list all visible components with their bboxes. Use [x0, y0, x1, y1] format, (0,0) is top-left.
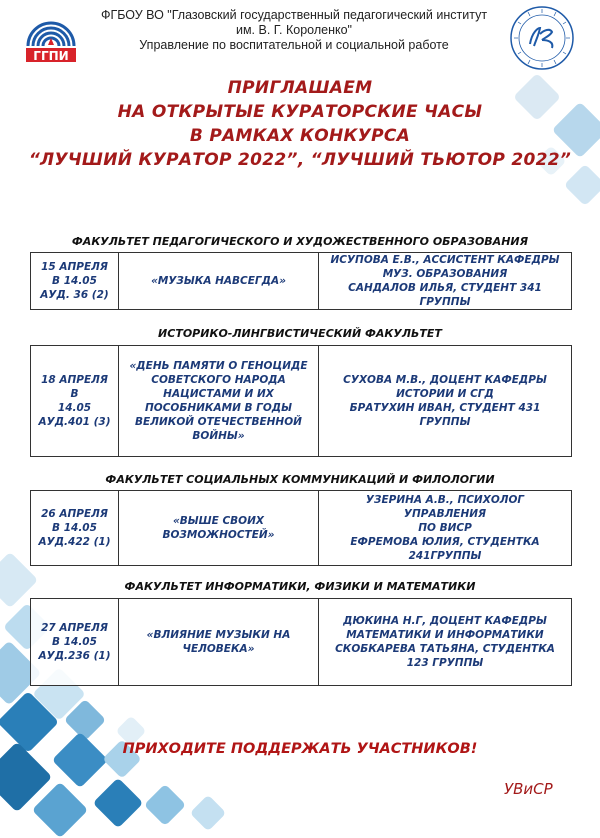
event-date: 27 АПРЕЛЯ — [41, 622, 108, 634]
event-hosts-cell — [319, 599, 571, 685]
title-line2: НА ОТКРЫТЫЕ КУРАТОРСКИЕ ЧАСЫ — [117, 102, 483, 122]
header — [0, 0, 600, 70]
event-time-cell — [31, 253, 119, 309]
event-topic-line: ВОЙНЫ» — [192, 430, 245, 442]
event-hosts-cell — [319, 346, 571, 456]
institute-name-line1: ФГБОУ ВО "Глазовский государственный педагогический институт — [100, 8, 488, 22]
event-host-line: ЕФРЕМОВА ЮЛИЯ, СТУДЕНТКА — [350, 536, 540, 548]
event-time: В 14.05 — [52, 522, 97, 534]
event-host-line: ПО ВИСР — [418, 522, 472, 534]
event-topic-line: ВОЗМОЖНОСТЕЙ» — [162, 529, 275, 541]
event-host-line: УЗЕРИНА А.В., ПСИХОЛОГ УПРАВЛЕНИЯ — [365, 494, 525, 520]
event-time-cell — [31, 491, 119, 565]
event-row — [30, 490, 572, 566]
event-room: АУД.236 (1) — [38, 650, 111, 662]
event-host-line: ДЮКИНА Н.Г, ДОЦЕНТ КАФЕДРЫ — [343, 615, 547, 627]
event-host-line: БРАТУХИН ИВАН, СТУДЕНТ 431 ГРУППЫ — [349, 402, 541, 428]
event-row — [30, 598, 572, 686]
event-topic-line: «ВЛИЯНИЕ МУЗЫКИ НА — [146, 629, 291, 641]
event-topic-line: СОВЕТСКОГО НАРОДА — [151, 374, 286, 386]
event-topic: «МУЗЫКА НАВСЕГДА» — [151, 275, 286, 287]
event-host-line: СКОБКАРЕВА ТАТЬЯНА, СТУДЕНТКА — [335, 643, 555, 655]
faculty-title: ИСТОРИКО-ЛИНГВИСТИЧЕСКИЙ ФАКУЛЬТЕТ — [158, 327, 442, 340]
event-date: 18 АПРЕЛЯ В — [41, 374, 108, 400]
event-host-line: 241ГРУППЫ — [408, 550, 482, 562]
institute-logo-icon — [22, 8, 80, 64]
logo-text: ГГПИ — [33, 49, 69, 63]
event-time-cell — [31, 346, 119, 456]
institute-info — [94, 8, 494, 53]
event-topic-line: ПОСОБНИКАМИ В ГОДЫ — [144, 402, 293, 414]
event-date: 15 АПРЕЛЯ — [41, 261, 108, 273]
event-host-line: МАТЕМАТИКИ И ИНФОРМАТИКИ — [346, 629, 544, 641]
event-host-line: ИСУПОВА Е.В., АССИСТЕНТ КАФЕДРЫ — [330, 254, 560, 266]
footer-signature: УВиСР — [504, 780, 553, 798]
event-host-line: МУЗ. ОБРАЗОВАНИЯ — [382, 268, 508, 280]
faculty-title: ФАКУЛЬТЕТ ПЕДАГОГИЧЕСКОГО И ХУДОЖЕСТВЕННОГО ОБРАЗОВАНИЯ — [71, 235, 529, 248]
event-hosts-cell — [319, 491, 571, 565]
page-title — [20, 76, 580, 172]
event-topic-line: ЧЕЛОВЕКА» — [182, 643, 255, 655]
event-topic-cell — [119, 599, 319, 685]
event-host-line: ИСТОРИИ И СГД — [396, 388, 494, 400]
event-host-line: САНДАЛОВ ИЛЬЯ, СТУДЕНТ 341 ГРУППЫ — [348, 282, 542, 308]
event-time: В 14.05 — [52, 636, 97, 648]
event-time: В 14.05 — [52, 275, 97, 287]
event-room: АУД.422 (1) — [38, 536, 111, 548]
event-host-line: 123 ГРУППЫ — [406, 657, 484, 669]
event-row — [30, 345, 572, 457]
event-topic-line: «ДЕНЬ ПАМЯТИ О ГЕНОЦИДЕ — [129, 360, 308, 372]
event-topic-cell — [119, 491, 319, 565]
institute-name-line2: им. В. Г. Короленко" — [235, 23, 352, 37]
event-topic-line: НАЦИСТАМИ И ИХ — [163, 388, 274, 400]
event-hosts-cell — [319, 253, 571, 309]
title-line1: ПРИГЛАШАЕМ — [227, 78, 373, 98]
event-time: 14.05 — [57, 402, 92, 414]
event-row — [30, 252, 572, 310]
title-line4: “ЛУЧШИЙ КУРАТОР 2022”, “ЛУЧШИЙ ТЬЮТОР 2022” — [28, 150, 572, 170]
department-name: Управление по воспитательной и социальной работе — [139, 38, 449, 52]
event-topic-line: «ВЫШЕ СВОИХ — [172, 515, 264, 527]
event-topic-line: ВЕЛИКОЙ ОТЕЧЕСТВЕННОЙ — [135, 416, 302, 428]
faculty-title: ФАКУЛЬТЕТ СОЦИАЛЬНЫХ КОММУНИКАЦИЙ И ФИЛОЛОГИИ — [105, 473, 495, 486]
event-topic-cell — [119, 253, 319, 309]
faculty-title: ФАКУЛЬТЕТ ИНФОРМАТИКИ, ФИЗИКИ И МАТЕМАТИКИ — [124, 580, 476, 593]
title-line3: В РАМКАХ КОНКУРСА — [189, 126, 411, 146]
event-room: АУД. 36 (2) — [40, 289, 109, 301]
event-time-cell — [31, 599, 119, 685]
department-emblem-icon — [508, 4, 576, 72]
event-room: АУД.401 (3) — [38, 416, 111, 428]
invitation-text: ПРИХОДИТЕ ПОДДЕРЖАТЬ УЧАСТНИКОВ! — [122, 741, 478, 757]
event-date: 26 АПРЕЛЯ — [41, 508, 108, 520]
event-topic-cell — [119, 346, 319, 456]
event-host-line: СУХОВА М.В., ДОЦЕНТ КАФЕДРЫ — [343, 374, 547, 386]
